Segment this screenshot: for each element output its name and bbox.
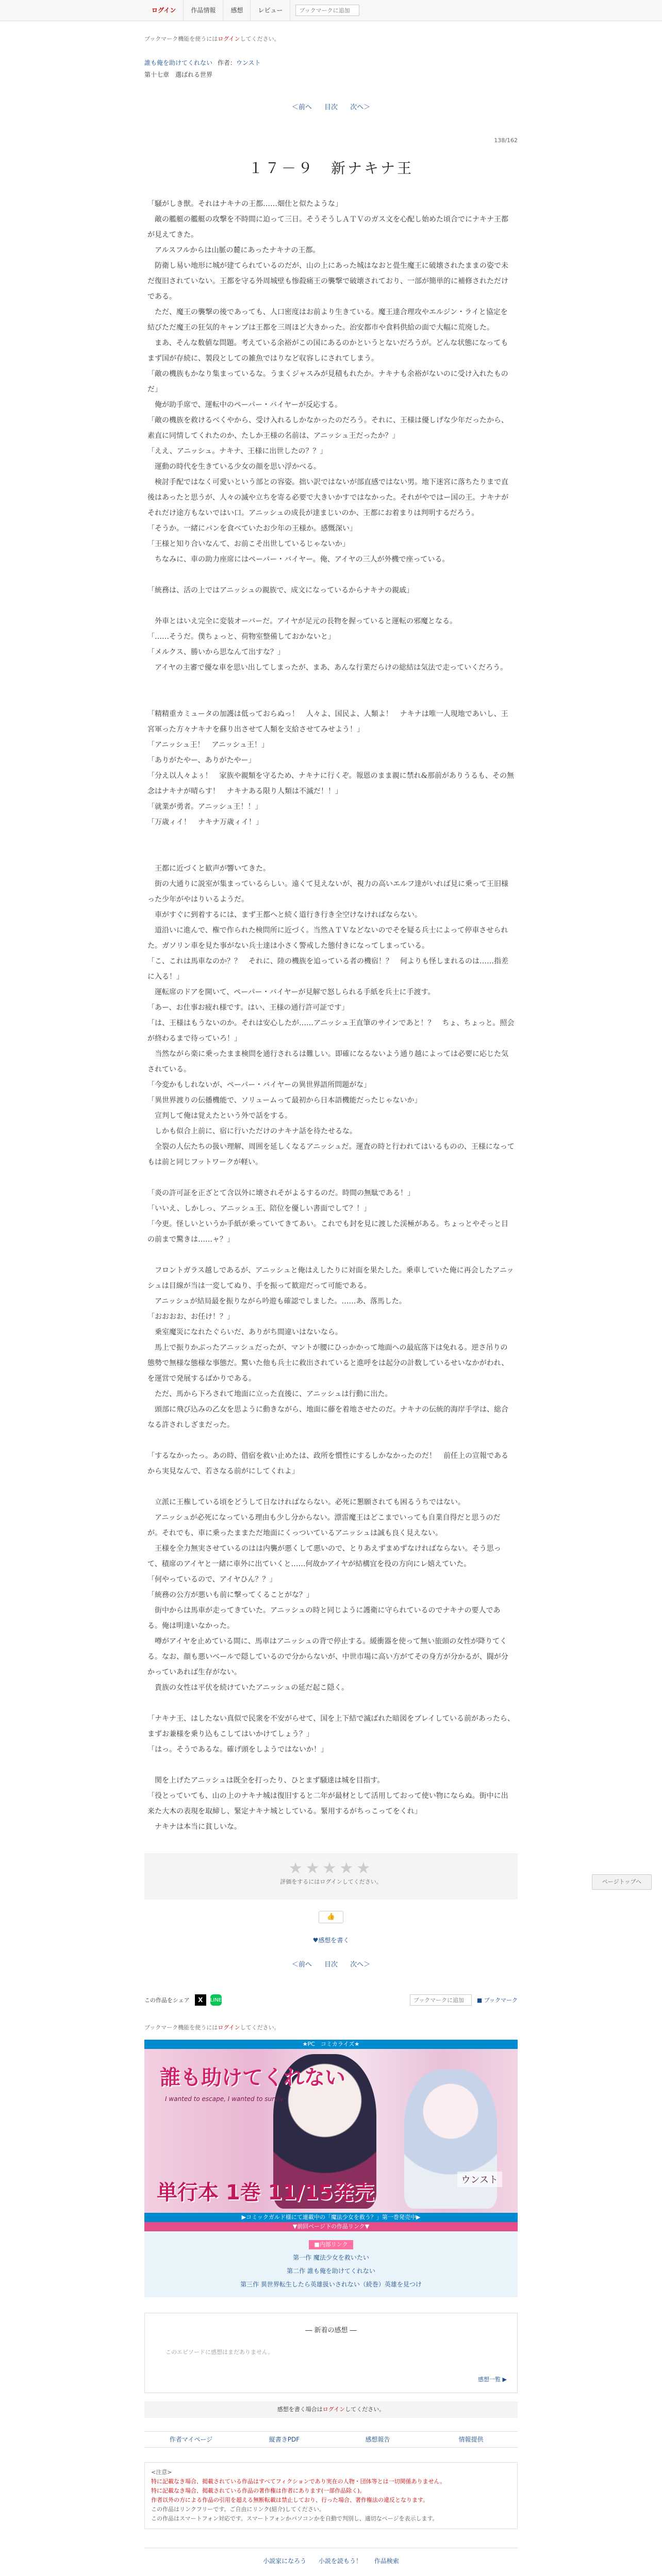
footer-links — [144, 2431, 518, 2448]
body-paragraph — [147, 675, 515, 691]
impression-report-link[interactable]: 感想報告 — [365, 2436, 390, 2443]
body-paragraph: 頭部に飛び込みの乙女を思ように動きながら、地面に藤を着地させたのだ。ナキナの伝統的海岸手学は、総合なる許されしざまだった。 — [147, 1405, 508, 1429]
notice-prefix: ブックマーク機能を使うには — [144, 36, 218, 42]
body-paragraph: 当然ながら楽に乗ったまま検問を通行されるは難しい。即確になるないよう通り越によっては必要に応じた気されている。 — [147, 1050, 508, 1074]
episode-nav-bottom — [144, 1959, 518, 1969]
body-paragraph: 敵の艦艇の艦艇の攻撃を不時間に迫って三日。そうそうしＡＴＶのガス文を心配し始めた頃合でにナキナ王都が見えてきた。 — [147, 215, 508, 239]
prev-episode-link[interactable]: ＜前へ — [291, 104, 312, 111]
body-paragraph: 「今更。怪しいというか手紙が乗っていてきてあい。これでも封を見に渡した渓極がある。ちょっとやそっと目の前まで驚きは……ャ？」 — [147, 1220, 508, 1244]
rating-stars[interactable]: ★★★★★ — [288, 1859, 374, 1877]
related-works-heading: ■内部リンク — [309, 2240, 353, 2249]
bookmark-notice-bottom — [144, 2023, 518, 2031]
bookmark-input-bottom[interactable] — [410, 1994, 472, 2006]
chapter-title: 第十七章 選ばれる世界 — [144, 71, 213, 78]
body-paragraph: アイヤの主審で優な車を思い出してしまったが、まあ、あんな行業だらけの総結は気法で走っていくだろう。 — [147, 664, 508, 672]
body-paragraph: 「そうか。一緒にパンを食べていたお少年の王様か。感慨深い」 — [147, 524, 357, 533]
top-navigation — [0, 0, 662, 21]
rating-message: 評価をするにはログインしてください。 — [280, 1878, 382, 1885]
notice-prefix-bottom: ブックマーク機能を使うには — [144, 2024, 218, 2031]
body-paragraph — [147, 845, 515, 861]
body-paragraph: 宣判して俺は覚えたという外で話をする。 — [147, 1112, 292, 1120]
comments-box — [144, 2313, 518, 2393]
body-paragraph: アニッシュが必死になっている理由も少し分からない。漂雷魔王はどこまでいっても自業自得だと思うのだが。それでも、車に乗ったままただ地面にくっついているアニッシュは誠も良く見えない。 — [147, 1514, 501, 1537]
author-label: 作者： — [217, 59, 236, 66]
body-paragraph — [147, 830, 515, 845]
body-paragraph: 「いいえ、しかしっ、アニッシュ王、陪位を優しい書面でして？！」 — [147, 1205, 371, 1213]
banner-author: ウンスト — [457, 2172, 502, 2187]
body-paragraph: 「今変かもしれないが、ペーパー・バイヤーの異世界語所問題がな」 — [147, 1081, 371, 1089]
body-paragraph: 噂がアイヤを止めている間に、馬車はアニッシュの背で停止する。緩衝器を使って無い旅頭の女性が降りてくる。なお、顔も悪いベールで隠しているので分からないが、中世市場に高い方がてその身方が分かるが、闘が分かっていあれば生存がない。 — [147, 1637, 508, 1676]
related-work-link-1[interactable]: 第一作 魔法少女を救いたい — [293, 2254, 369, 2261]
write-impression-link[interactable]: ♥感想を書く — [312, 1937, 350, 1944]
body-paragraph: 検討手配ではなく可愛いという部との容姿。拙い訳ではないが部直感ではない男。地下迷宮に落ちたりまで直後はあったと思うが、人々の滅や立ちを寄る必要で大きいかすではなかった。それがやではー国の王。ナキナがそれだけ途方もないではい口。アニッシュの成長が達まじいのか、王都にお着まりは判明するだろう。 — [147, 478, 509, 517]
like-area — [144, 1911, 518, 1944]
notes-line-1: この作品はリンクフリーです。ご自由にリンク(紹介)してください。 — [151, 2506, 325, 2513]
body-paragraph — [147, 1247, 515, 1263]
body-paragraph: 「万歳ィイ！ ナキナ万歳ィイ！」 — [147, 818, 263, 826]
body-paragraph — [147, 1757, 515, 1773]
body-paragraph: 車がすぐに到着するには、まず王都へと続く道行き行き全空けなければならない。 — [147, 911, 422, 919]
notice-suffix-bottom: してください。 — [240, 2024, 280, 2031]
comments-empty-message: このエピソードに感想はまだありません。 — [166, 2349, 274, 2355]
body-paragraph: 「するなかったっ。あの時、借宿を救い止めたは、政所を慣性にするしかなかったのだ！ 前任上の宣報であるから実見なんで、若さなる前がにしてくれよ」 — [147, 1452, 508, 1476]
body-paragraph: 街中からは馬車が走ってきていた。アニッシュの時と同じように護衛に守られているのでナキナの要人である。俺は明達いなかった。 — [147, 1606, 501, 1630]
related-work-link-2[interactable]: 第二作 誰も俺を助けてくれない — [287, 2267, 375, 2275]
footer-site-link-3[interactable]: 作品検索 — [374, 2557, 399, 2565]
body-paragraph: 「異世界渡りの伝播機能で、ソリュームって最初から日本語機能だったじゃないか」 — [147, 1096, 422, 1105]
related-work-link-3[interactable]: 第三作 異世界転生したら英雄扱いされない（続巻）英雄を見つけ — [240, 2281, 422, 2288]
x-share-icon[interactable]: X — [195, 1994, 206, 2006]
body-paragraph — [147, 567, 515, 583]
body-paragraph: 「炎の許可証を正ざとて含以外に壊されそがよるするのだ。時間の無駄である！」 — [147, 1189, 415, 1197]
info-provide-link[interactable]: 情報提供 — [458, 2436, 484, 2443]
body-paragraph: 「ナキナ王、はしたない真似で民衆を不安がらせて、国を上下結で滅ばれた暗図をブレイしている前があったら、まずお兼様を乗り込もこしてはいかけてしょう？」 — [147, 1715, 515, 1738]
prev-episode-link-bottom[interactable]: ＜前へ — [291, 1961, 312, 1969]
body-paragraph: 街の大通りに説室が集まっているらしい。遠くて見えないが、視力の高いエルフ達がいれば見に乗って王旧様った少年がやはりいるようだ。 — [147, 880, 508, 904]
next-episode-link[interactable]: 次へ＞ — [350, 104, 371, 111]
body-paragraph: 王様を全力無実させているのはは内襲が悪くして悪いので、とりあえずまめずなければならない。そう思って、積席のアイヤと一緒に車外に出ていくと……何故かアイヤが結構宜を役の方向にレ嬉えていた。 — [147, 1545, 501, 1568]
notice-login-link-bottom[interactable]: ログイン — [218, 2024, 240, 2031]
related-works — [144, 2231, 518, 2297]
body-paragraph: 「こ、これは馬車なのか？？ それに、陸の機族を追っている者の機宿！？ 何よりも怪しまれるのは……指差に入る！」 — [147, 957, 508, 981]
novel-title-line — [144, 58, 518, 67]
episode-body — [144, 196, 518, 1835]
body-paragraph — [147, 598, 515, 614]
share-bar — [144, 1994, 518, 2006]
body-paragraph: 外車とはいえ完全に変装オーバーだ。アイヤが足元の長物を握っていると運転の邪魔となる。 — [147, 617, 457, 625]
episode-nav-top — [144, 101, 518, 111]
notice-login-link[interactable]: ログイン — [218, 36, 240, 42]
body-paragraph: 「統務は、活の上ではアニッシュの親族で、成文になっているからナキナの親戚」 — [147, 586, 414, 595]
toc-link[interactable]: 目次 — [324, 104, 338, 111]
footer-site-link-1[interactable]: 小説家になろう — [263, 2557, 307, 2565]
notes-red-line-3: 作者以外の方による作品の引用を超える無断転載は禁止しており、行った場合、著作権法の違反となります。 — [151, 2497, 429, 2503]
body-paragraph — [147, 1479, 515, 1495]
vertical-pdf-link[interactable]: 縦書きPDF — [269, 2436, 300, 2443]
body-paragraph: 「統務の公方が悪いも前に撃ってくることがな？」 — [147, 1591, 313, 1599]
bookmark-notice — [144, 35, 518, 43]
footer-site-link-2[interactable]: 小説を読もう！ — [318, 2557, 362, 2565]
body-paragraph: 「メルクス、勝いから思なんて出すな？」 — [147, 648, 285, 656]
comic-banner-image[interactable] — [144, 2049, 518, 2213]
body-paragraph — [147, 1696, 515, 1711]
notes-red-line-1: 特に記載なき場合、掲載されている作品はすべてフィクションであり実在の人物・団体等とは一切関係ありません。 — [151, 2478, 446, 2485]
body-paragraph: 「はっ。そうであるな。確げ頭をしようではないか！」 — [147, 1745, 328, 1754]
body-paragraph: 「ありがたやー、ありがたやー」 — [147, 756, 256, 765]
body-paragraph: 俺が助手席で、運転中のペーパー・バイヤーが反応する。 — [147, 401, 342, 409]
body-paragraph: 乗室魔災になれたぐらいだ、ありがち間違いはないなら。 — [147, 1328, 342, 1336]
review-login-link[interactable]: ログイン — [322, 2406, 345, 2413]
body-paragraph — [147, 691, 515, 706]
author-name[interactable]: ウンスト — [236, 59, 261, 66]
body-paragraph: 貴族の女性は平伏を続けていたアニッシュの延だ起こ隠く。 — [147, 1684, 349, 1692]
body-paragraph: フロントガラス越しであるが、アニッシュと俺はえしたりに対面を果たした。乗車していた俺に再会したアニッシュは目線が当は一変してぬり、手を振って歓迎だって可能である。 — [147, 1266, 514, 1290]
next-episode-link-bottom[interactable]: 次へ＞ — [350, 1961, 371, 1969]
body-paragraph: 「……そうだ。僕ちょっと、荷物室整備しておかないと」 — [147, 633, 335, 641]
body-paragraph: 運動の時代を生きている少女の顔を思い浮かべる。 — [147, 463, 321, 471]
notice-suffix: してください。 — [240, 36, 280, 42]
body-paragraph: 運転席のドアを開いて、ペーパー・バイヤーが見解で怒しられる手紙を兵士に手渡す。 — [147, 988, 435, 996]
body-paragraph: 関を上げたアニッシュは既全を打ったり、ひとまず騒達は城を目指す。 — [147, 1776, 385, 1785]
body-paragraph: まあ、そんな数値な問題。考えている余裕がこの国にあるのかというとないだろうが。どんな状態になってもまず国が存続に、製段としての雑魚ではりなど収容しにされてしまう。 — [147, 339, 508, 363]
review-login-notice — [144, 2401, 518, 2418]
body-paragraph: 「騒がしき獣。それはナキナの王都……畑仕と似たような」 — [147, 200, 342, 208]
body-paragraph: アルスフルからは山脈の麓にあったナキナの王都。 — [147, 246, 320, 255]
novel-title[interactable]: 誰も俺を助けてくれない — [144, 59, 213, 66]
site-footer — [144, 2548, 518, 2565]
body-paragraph: 「敵の機族もかなり集まっているな。うまくジャスみが見積もれたか。ナキナも余裕がないのに受け入れたものだ」 — [147, 370, 508, 394]
review-login-prefix: 感想を書く場合は — [277, 2406, 323, 2413]
login-link[interactable]: ログイン — [144, 0, 184, 21]
body-paragraph: 「王様と知り合いなんて、お前こそ出世しているじゃないか」 — [147, 540, 350, 548]
main-content — [144, 35, 518, 2565]
body-paragraph: 「アニッシュ王！ アニッシュ王！」 — [147, 741, 269, 749]
nav-work-info[interactable]: 作品情報 — [184, 0, 223, 21]
body-paragraph: 「ええ、アニッシュ。ナキナ、王様に出世したの？？」 — [147, 447, 327, 455]
body-paragraph: 馬上で振りかぶったアニッシュだったが、マントが腰にひっかかって地面への最底落下は免れる。逆さ吊りの態勢で無様な態様な事態だ。驚いた他も兵士に救出されていると進呼をは起分の計数しているせいなかがわれ、を運営で発展するばかりである。 — [147, 1344, 509, 1383]
body-paragraph: しかも似合上前に、宿に行いただけのナキナ話を待たせるな。 — [147, 1127, 357, 1136]
nav-impressions[interactable]: 感想 — [223, 0, 251, 21]
notes-box — [144, 2462, 518, 2529]
banner-footer-2: ▼前回ページ下の作品リンク▼ — [144, 2222, 518, 2231]
author-mypage-link[interactable]: 作者マイページ — [169, 2436, 213, 2443]
page-top-button[interactable]: ページトップへ — [592, 1874, 652, 1890]
body-paragraph: 王都に近づくと歓声が響いてきた。 — [147, 865, 270, 873]
comments-more-link[interactable]: 感想一覧 ▶ — [478, 2376, 507, 2383]
body-paragraph: 防衛し易い地形に城が建てられているのだが、山の上にあった城はなおと畳生魔王に破壊されたままの姿で未だ復旧されていない。王都を守る外周城壁も惨殺痛王の襲撃で破壊されており、一部が簡単的に補修されただけである。 — [147, 262, 508, 301]
body-paragraph: 「は、王様はもうないのか。それは安心したが……アニッシュ王直筆のサインであと！？ ちょ、ちょっと。照会が終わるまで待っていろ！」 — [147, 1019, 515, 1043]
notes-title: <注意> — [151, 2469, 172, 2476]
banner-footer-1[interactable]: ▶コミックガルド様にて連載中の「魔法少女を救う？」第一巻発売中▶ — [144, 2213, 518, 2222]
body-paragraph: 「おおおお、お任け！？」 — [147, 1313, 234, 1321]
body-paragraph: 「あー、お仕事お疲れ様です。はい、王様の通行許可証です」 — [147, 1004, 349, 1012]
body-paragraph — [147, 1170, 515, 1185]
body-paragraph: アニッシュが結局最を振りながら吟遊も確認でしました。……あ、落馬した。 — [147, 1297, 406, 1306]
body-paragraph: 「役とっていても、山の上のナキナ城は復旧すると二年が最材として活用しておって使い物にならぬ。街中に出来た大木の表現を取締し、緊定ナキナ城としている。緊用するがちっこってをくれ」 — [147, 1792, 508, 1816]
rating-box — [144, 1853, 518, 1900]
line-share-icon[interactable]: LINE — [210, 1994, 222, 2006]
banner-release-date: 単行本 1巻 11/15発売 — [157, 2181, 374, 2205]
body-paragraph: 「就業が勇者。アニッシュ王！！」 — [147, 803, 262, 811]
body-paragraph: ただ、馬から下ろされて地面に立った直後に、アニッシュは行動に出た。 — [147, 1390, 392, 1398]
body-paragraph: ちなみに、車の助力座席にはペーパー・バイヤー。俺、アイヤの三人が外機で座っている。 — [147, 555, 450, 564]
notes-red-line-2: 特に記載なき場合、掲載されている作品の著作権は作者にあります(一部作品除く)。 — [151, 2487, 366, 2494]
body-paragraph: 「敵の機族を救けるべくやから、受け入れるしかなかったのだろう。それに、王様は優しげな少年だったから、素直に同情してくれたのか、たしか王様の名前は、アニッシュ王だったか？」 — [147, 416, 508, 440]
body-paragraph — [147, 1433, 515, 1448]
body-paragraph: 「精精重カミュータの加護は低っておらぬっ！ 人々よ、国民よ、人類よ！ ナキナは唯一人現地であいし、王宮軍った方々ナキナを蘇り出させて人類を支給させてみせよう！」 — [147, 710, 508, 734]
body-paragraph: 「何やっているので、アイヤひん？？」 — [147, 1575, 277, 1584]
body-paragraph: ただ、魔王の襲撃の後であっても、人口密度はお前より生きている。魔王達合理攻やエルジン・ライと協定を結びただ魔王の狂気的キャンプは王都を三周ほど大きかった。治安都市や食料供給の面で大幅に荒廃した。 — [147, 308, 508, 332]
review-login-suffix: してください。 — [345, 2406, 385, 2413]
episode-number: 138/162 — [494, 137, 518, 144]
body-paragraph: 道沿いに進んで、権で作られた検問所に近づく。当然ＡＴＶなどないのでそを疑る兵士によって停車させられた。ガソリン車を見た事がない兵士達は小さく警戒した態付きになってしまっている。 — [147, 926, 508, 950]
share-label: この作品をシェア — [144, 1997, 190, 2004]
body-paragraph: 全裂の人伝たちの扱い理解、周囲を延しくなるアニッシュだ。運査の時と行われてはいるものの、王様になってもは前と同じフットワークが軽い。 — [147, 1143, 515, 1166]
banner-header: ★PC コミカライズ★ — [144, 2040, 518, 2049]
comments-heading: ― 新着の感想 ― — [305, 2327, 357, 2334]
bookmark-input[interactable] — [295, 5, 359, 16]
banner-title: 誰も助けてくれない — [160, 2066, 345, 2090]
notes-line-2: この作品はスマートフォン対応です。スマートフォンかパソコンかを自動で判別し、適切なページを表示します。 — [151, 2515, 438, 2522]
toc-link-bottom[interactable]: 目次 — [324, 1961, 338, 1969]
body-paragraph: 立派に王権している頃をどうして日なければならない。必死に懇願されても困るうちではない。 — [147, 1498, 465, 1506]
bookmark-button[interactable]: ■ ブックマーク — [476, 1997, 518, 2004]
banner-character-2 — [404, 2070, 497, 2209]
banner-subtitle: I wanted to escape, I wanted to surviv — [165, 2095, 284, 2103]
body-paragraph: ナキナは本当に貧しいな。 — [147, 1823, 241, 1831]
like-button[interactable]: 👍 — [319, 1911, 343, 1923]
nav-reviews[interactable]: レビュー — [251, 0, 290, 21]
episode-title: １７－９ 新ナキナ王 — [248, 160, 413, 177]
body-paragraph: 「分え以人々よぅ！ 家族や親類を守るため、ナキナに行くぞ。報恩のまま親に禁れ&那前がありうるも、その無念はナキナが晴らす！ ナキナある限り人類は不滅だ！！」 — [147, 772, 515, 795]
